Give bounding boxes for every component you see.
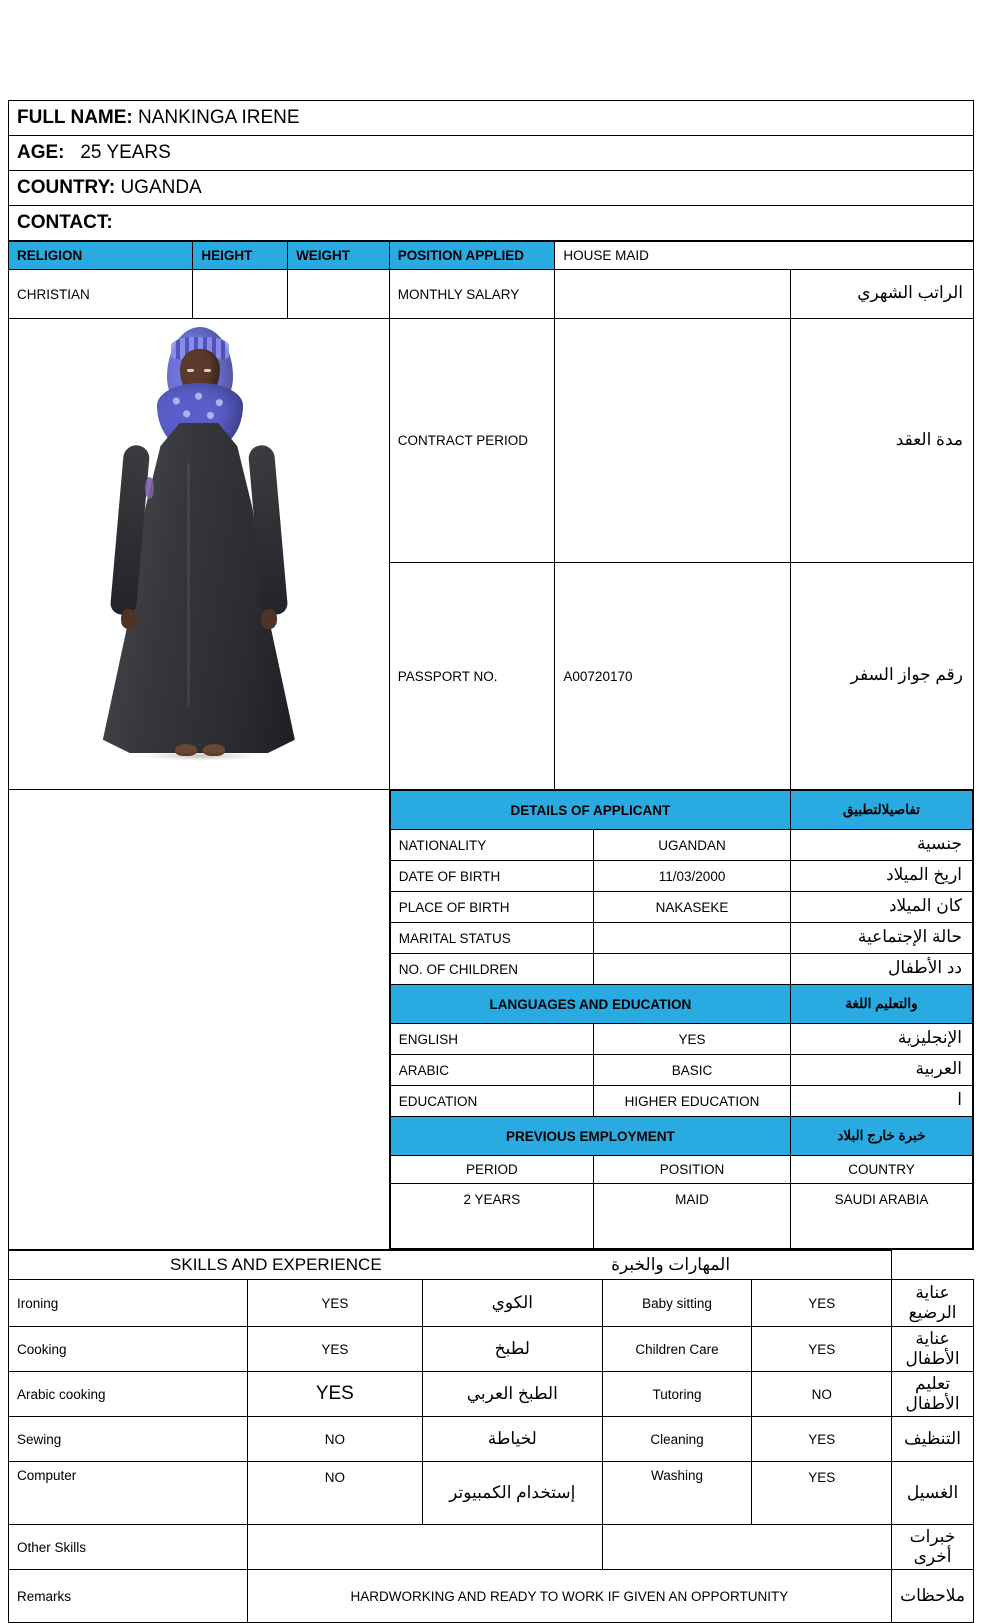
- education-label: EDUCATION: [390, 1086, 593, 1117]
- weight-header: WEIGHT: [288, 242, 390, 270]
- details-sections: [389, 790, 973, 1250]
- skill-sewing-value: NO: [247, 1417, 422, 1462]
- skill-cooking-arabic: لطبخ: [423, 1327, 603, 1372]
- skill-computer-value: NO: [247, 1462, 422, 1525]
- contract-period-value: [555, 319, 791, 563]
- dob-arabic: اريخ الميلاد: [790, 861, 972, 892]
- table-row: [390, 1024, 972, 1055]
- table-row: [390, 1086, 972, 1117]
- person-figure: [79, 327, 319, 782]
- table-row: [390, 861, 972, 892]
- table-row: [9, 1327, 974, 1372]
- skill-cleaning-arabic: التنظيف: [892, 1417, 974, 1462]
- full-name-cell: [9, 101, 974, 136]
- employment-column-position: POSITION: [594, 1156, 791, 1184]
- skill-ironing-label: Ironing: [9, 1280, 248, 1327]
- marital-status-label: MARITAL STATUS: [390, 923, 593, 954]
- age-cell: [9, 136, 974, 171]
- table-row: [390, 1055, 972, 1086]
- applicant-photo: [9, 319, 390, 790]
- skill-tutoring-arabic: تعليم الأطفال: [892, 1372, 974, 1417]
- employment-columns-row: [390, 1156, 972, 1184]
- passport-arabic: رقم جواز السفر: [791, 563, 974, 790]
- cv-document: [8, 100, 974, 1623]
- skill-tutoring-value: NO: [752, 1372, 892, 1417]
- children-count-value: [594, 954, 791, 985]
- remarks-arabic: ملاحظات: [892, 1570, 974, 1623]
- contract-period-arabic: مدة العقد: [791, 319, 974, 563]
- hand-right: [261, 609, 277, 629]
- skill-cleaning-label: Cleaning: [602, 1417, 752, 1462]
- full-name-value: NANKINGA IRENE: [138, 107, 300, 128]
- floor-shadow: [141, 751, 259, 761]
- religion-header: RELIGION: [9, 242, 193, 270]
- weight-value: [288, 270, 390, 319]
- table-row: [9, 1417, 974, 1462]
- nationality-value: UGANDAN: [594, 830, 791, 861]
- english-label: ENGLISH: [390, 1024, 593, 1055]
- country-label: COUNTRY:: [17, 177, 116, 198]
- table-row: [390, 954, 972, 985]
- education-arabic: ا: [790, 1086, 972, 1117]
- languages-section-header: [390, 985, 972, 1024]
- skill-sewing-label: Sewing: [9, 1417, 248, 1462]
- languages-section-title: LANGUAGES AND EDUCATION: [390, 985, 790, 1024]
- skill-arabic-cooking-label: Arabic cooking: [9, 1372, 248, 1417]
- remarks-row: [9, 1570, 974, 1623]
- dob-value: 11/03/2000: [594, 861, 791, 892]
- remarks-label: Remarks: [9, 1570, 248, 1623]
- languages-section-title-arabic: والتعليم اللغة: [790, 985, 972, 1024]
- applicant-section-title-arabic: تفاصيلالتطبيق: [790, 791, 972, 830]
- skill-ironing-arabic: الكوي: [423, 1280, 603, 1327]
- country-cell: [9, 171, 974, 206]
- table-row: [390, 830, 972, 861]
- main-table: [8, 241, 974, 1250]
- skill-sewing-arabic: لخياطة: [423, 1417, 603, 1462]
- age-row: [9, 136, 974, 171]
- photo-details-row: [9, 319, 974, 563]
- religion-value: CHRISTIAN: [9, 270, 193, 319]
- contract-period-label: CONTRACT PERIOD: [389, 319, 555, 563]
- age-label: AGE:: [17, 142, 65, 163]
- skills-section-header: [9, 1251, 892, 1280]
- nationality-arabic: جنسية: [790, 830, 972, 861]
- other-skills-arabic: خبرات أخرى: [892, 1525, 974, 1570]
- skill-cleaning-value: YES: [752, 1417, 892, 1462]
- education-value: HIGHER EDUCATION: [594, 1086, 791, 1117]
- brooch: [145, 477, 154, 499]
- bio-header-row: [9, 242, 974, 270]
- eye-right: [204, 369, 211, 372]
- employment-section-title: PREVIOUS EMPLOYMENT: [390, 1117, 790, 1156]
- skill-cooking-value: YES: [247, 1327, 422, 1372]
- nationality-label: NATIONALITY: [390, 830, 593, 861]
- table-row: [390, 892, 972, 923]
- skill-children-care-arabic: عناية الأطفال: [892, 1327, 974, 1372]
- employment-section-title-arabic: خبرة خارج البلاد: [790, 1117, 972, 1156]
- hand-left: [121, 609, 137, 629]
- passport-label: PASSPORT NO.: [389, 563, 555, 790]
- skill-washing-arabic: الغسيل: [892, 1462, 974, 1525]
- english-arabic: الإنجليزية: [790, 1024, 972, 1055]
- age-value: 25 YEARS: [80, 142, 171, 163]
- table-row: [9, 1372, 974, 1417]
- contact-cell: [9, 206, 974, 241]
- remarks-value: HARDWORKING AND READY TO WORK IF GIVEN AN OPPORTUNITY: [247, 1570, 891, 1623]
- other-skills-label: Other Skills: [9, 1525, 248, 1570]
- contact-row: [9, 206, 974, 241]
- employment-section-header: [390, 1117, 972, 1156]
- employment-country-value: SAUDI ARABIA: [790, 1184, 972, 1249]
- monthly-salary-value: [555, 270, 791, 319]
- position-applied-value: HOUSE MAID: [555, 242, 974, 270]
- children-count-arabic: دد الأطفال: [790, 954, 972, 985]
- arabic-value: BASIC: [594, 1055, 791, 1086]
- skill-arabic-cooking-value: YES: [247, 1372, 422, 1417]
- pob-label: PLACE OF BIRTH: [390, 892, 593, 923]
- skill-children-care-value: YES: [752, 1327, 892, 1372]
- table-row: [9, 1280, 974, 1327]
- photo-spacer: [9, 790, 390, 1250]
- country-value: UGANDA: [120, 177, 202, 198]
- pob-arabic: كان الميلاد: [790, 892, 972, 923]
- dob-label: DATE OF BIRTH: [390, 861, 593, 892]
- pob-value: NAKASEKE: [594, 892, 791, 923]
- country-row: [9, 171, 974, 206]
- other-skills-spacer: [602, 1525, 892, 1570]
- children-count-label: NO. OF CHILDREN: [390, 954, 593, 985]
- arabic-arabic: العربية: [790, 1055, 972, 1086]
- applicant-section-title: DETAILS OF APPLICANT: [390, 791, 790, 830]
- skill-washing-value: YES: [752, 1462, 892, 1525]
- monthly-salary-arabic: الراتب الشهري: [791, 270, 974, 319]
- full-name-row: [9, 101, 974, 136]
- header-table: [8, 100, 974, 241]
- skills-section-title: SKILLS AND EXPERIENCE: [170, 1255, 382, 1274]
- monthly-salary-label: MONTHLY SALARY: [389, 270, 555, 319]
- table-row: [9, 1462, 974, 1525]
- passport-value: A00720170: [555, 563, 791, 790]
- employment-column-country: COUNTRY: [790, 1156, 972, 1184]
- table-row: [390, 1184, 972, 1249]
- eye-left: [187, 369, 194, 372]
- skill-washing-label: Washing: [602, 1462, 752, 1525]
- skill-children-care-label: Children Care: [602, 1327, 752, 1372]
- marital-status-value: [594, 923, 791, 954]
- employment-column-period: PERIOD: [390, 1156, 593, 1184]
- skill-cooking-label: Cooking: [9, 1327, 248, 1372]
- height-header: HEIGHT: [193, 242, 288, 270]
- english-value: YES: [594, 1024, 791, 1055]
- skills-table: [8, 1250, 974, 1623]
- skill-ironing-value: YES: [247, 1280, 422, 1327]
- skill-baby-sitting-value: YES: [752, 1280, 892, 1327]
- skill-arabic-cooking-arabic: الطبخ العربي: [423, 1372, 603, 1417]
- photo-frame: [9, 319, 389, 789]
- full-name-label: FULL NAME:: [17, 107, 133, 128]
- employment-position-value: MAID: [594, 1184, 791, 1249]
- other-skills-value: [247, 1525, 602, 1570]
- details-sections-row: [9, 790, 974, 1250]
- contact-label: CONTACT:: [17, 212, 113, 233]
- bio-value-row: [9, 270, 974, 319]
- employment-period-value: 2 YEARS: [390, 1184, 593, 1249]
- skill-computer-arabic: إستخدام الكمبيوتر: [423, 1462, 603, 1525]
- applicant-section-header: [390, 791, 972, 830]
- marital-status-arabic: حالة الإجتماعية: [790, 923, 972, 954]
- position-applied-header: POSITION APPLIED: [389, 242, 555, 270]
- skill-baby-sitting-label: Baby sitting: [602, 1280, 752, 1327]
- skill-baby-sitting-arabic: عناية الرضيع: [892, 1280, 974, 1327]
- arabic-label: ARABIC: [390, 1055, 593, 1086]
- skills-section-title-arabic: المهارات والخبرة: [611, 1255, 731, 1274]
- details-inner-table: [390, 790, 973, 1249]
- skill-computer-label: Computer: [9, 1462, 248, 1525]
- skills-header-row: [9, 1251, 974, 1280]
- table-row: [390, 923, 972, 954]
- height-value: [193, 270, 288, 319]
- other-skills-row: [9, 1525, 974, 1570]
- skill-tutoring-label: Tutoring: [602, 1372, 752, 1417]
